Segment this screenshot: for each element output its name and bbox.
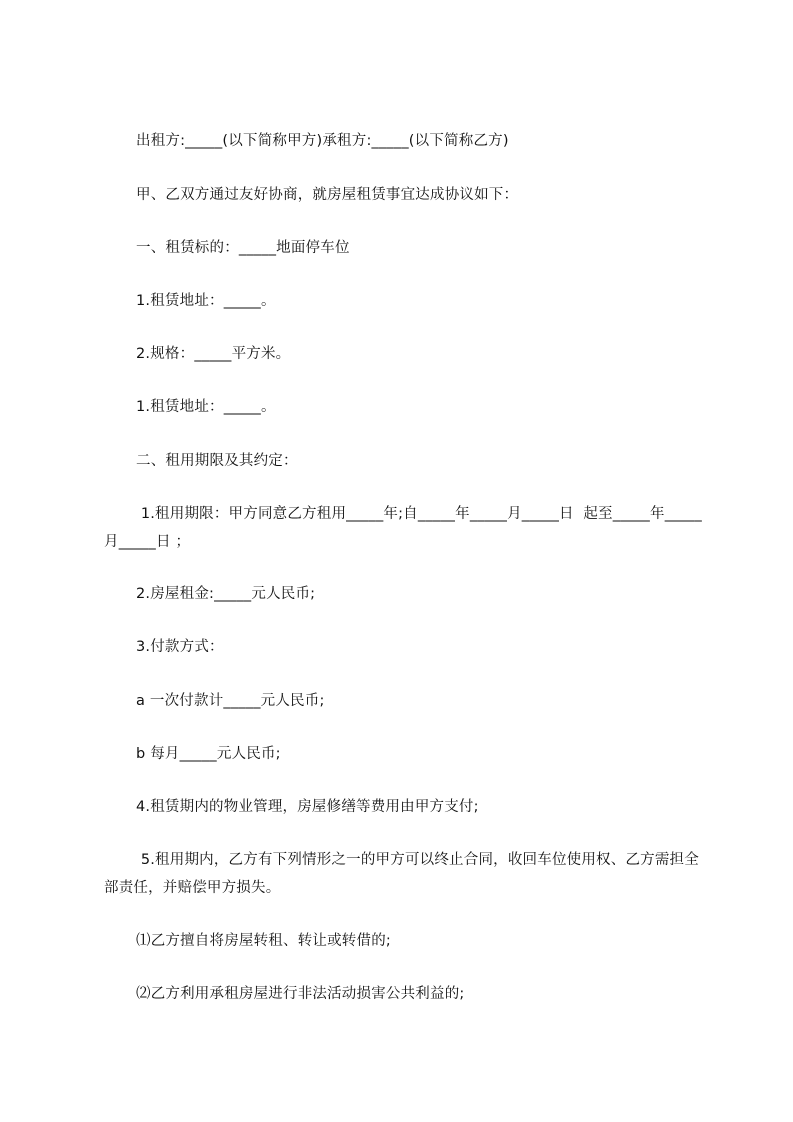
section-2-heading: 二、租用期限及其约定： [136,453,298,469]
payment-method: 3.付款方式： [136,639,224,655]
payment-lump-sum: a 一次付款计_____元人民币; [136,693,325,709]
lease-address-repeat: 1.租赁地址：_____。 [136,399,276,415]
property-management: 4.租赁期内的物业管理，房屋修缮等费用由甲方支付; [136,799,479,815]
payment-monthly: b 每月_____元人民币; [136,746,281,762]
rent: 2.房屋租金:_____元人民币; [136,586,316,602]
parties-line: 出租方:_____(以下简称甲方)承租方:_____(以下简称乙方) [136,133,509,149]
termination-clause: 5.租用期内，乙方有下列情形之一的甲方可以终止合同，收回车位使用权、乙方需担全部责任，并赔偿甲方损失。 [104,852,699,896]
termination-case-1: ⑴乙方擅自将房屋转租、转让或转借的; [136,933,391,949]
specification: 2.规格：_____平方米。 [136,346,291,362]
lease-address: 1.租赁地址：_____。 [136,293,276,309]
agreement-intro: 甲、乙双方通过友好协商，就房屋租赁事宜达成协议如下： [136,187,519,203]
lease-term: 1.租用期限：甲方同意乙方租用_____年;自_____年_____月_____日 起至_____年_____月_____日 ； [104,506,702,550]
termination-case-2: ⑵乙方利用承租房屋进行非法活动损害公共利益的; [136,986,465,1002]
section-1-heading: 一、租赁标的：_____地面停车位 [136,240,350,256]
